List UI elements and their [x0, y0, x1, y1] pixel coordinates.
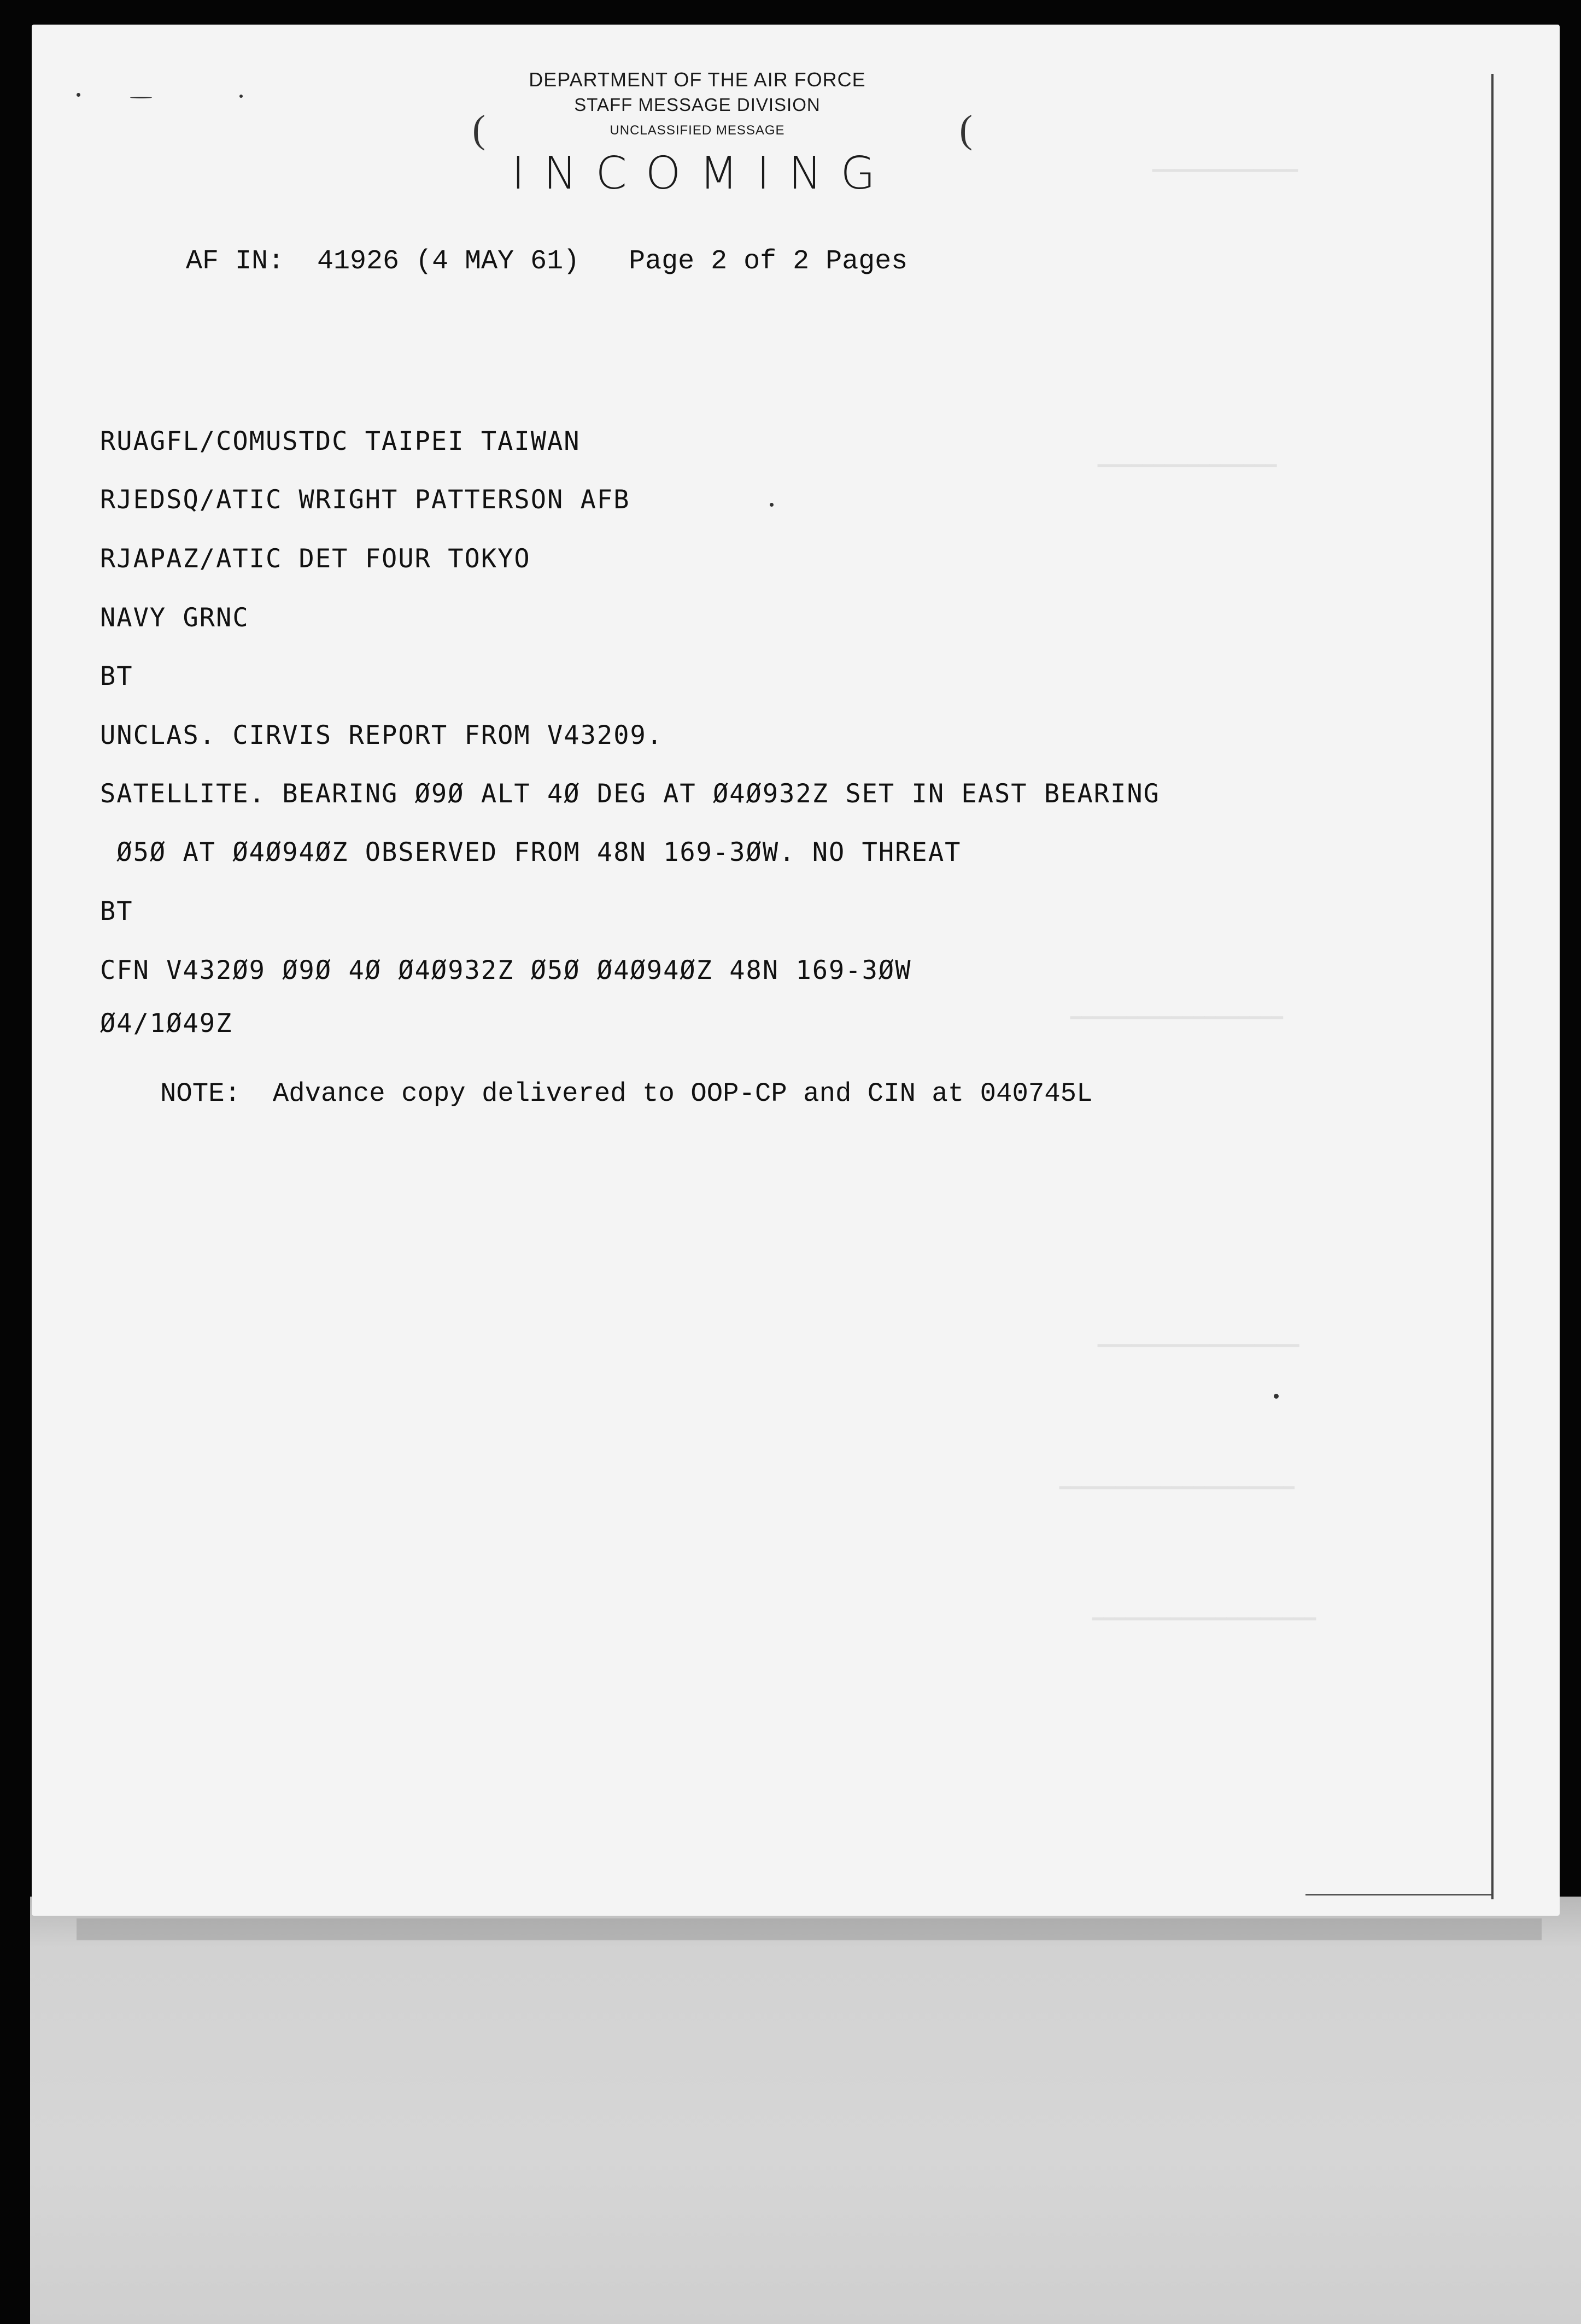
- underlying-sheet: [30, 1897, 1581, 2324]
- incoming-title: INCOMING: [511, 148, 894, 199]
- bleed-through-mark: ▁▁▁▁▁▁▁▁▁▁▁▁▁▁▁▁▁▁▁▁▁: [1059, 1468, 1295, 1489]
- routing-line: RUAGFL/COMUSTDC TAIPEI TAIWAN: [100, 426, 581, 456]
- confirmation-line: CFN V432Ø9 Ø9Ø 4Ø Ø4Ø932Z Ø5Ø Ø4Ø94ØZ 48N 169-3ØW: [100, 955, 912, 985]
- message-body-line: UNCLAS. CIRVIS REPORT FROM V43209.: [100, 720, 664, 750]
- delivery-note: NOTE: Advance copy delivered to OOP-CP and CIN at 040745L: [160, 1078, 1093, 1109]
- bleed-through-mark: ▁▁▁▁▁▁▁▁▁▁▁▁▁: [1152, 150, 1298, 172]
- right-margin-rule: [1491, 74, 1494, 1899]
- classification-heading: UNCLASSIFIED MESSAGE: [610, 123, 785, 138]
- routing-line: RJAPAZ/ATIC DET FOUR TOKYO: [100, 544, 531, 574]
- af-in-reference-line: AF IN: 41926 (4 MAY 61) Page 2 of 2 Pages: [186, 246, 908, 277]
- break-marker: BT: [100, 661, 133, 691]
- specks: [130, 97, 152, 98]
- specks: [239, 95, 243, 98]
- bleed-through-mark: ▁▁▁▁▁▁▁▁▁▁▁▁▁▁▁▁: [1098, 445, 1277, 467]
- bleed-through-mark: ▁▁▁▁▁▁▁▁▁▁▁▁▁▁▁▁▁▁: [1098, 1325, 1299, 1347]
- message-body-line: SATELLITE. BEARING Ø9Ø ALT 4Ø DEG AT Ø4Ø932Z SET IN EAST BEARING: [100, 779, 1160, 809]
- message-body-line: Ø5Ø AT Ø4Ø94ØZ OBSERVED FROM 48N 169-3ØW. NO THREAT: [100, 837, 962, 867]
- bleed-through-mark: ▁▁▁▁▁▁▁▁▁▁▁▁▁▁▁▁▁▁▁▁: [1092, 1599, 1316, 1621]
- bottom-margin-rule: [1305, 1894, 1491, 1895]
- department-heading: DEPARTMENT OF THE AIR FORCE: [529, 68, 866, 91]
- specks: [770, 503, 774, 507]
- specks: [77, 93, 80, 97]
- routing-line: RJEDSQ/ATIC WRIGHT PATTERSON AFB: [100, 485, 630, 515]
- time-group-line: Ø4/1Ø49Z: [100, 1008, 233, 1038]
- break-marker: BT: [100, 896, 133, 926]
- right-parenthesis-mark: (: [959, 107, 973, 151]
- underlying-sheet-edge: [77, 1918, 1542, 1940]
- division-heading: STAFF MESSAGE DIVISION: [574, 95, 821, 115]
- routing-line: NAVY GRNC: [100, 603, 249, 633]
- bleed-through-mark: ▁▁▁▁▁▁▁▁▁▁▁▁▁▁▁▁▁▁▁: [1070, 997, 1283, 1019]
- left-parenthesis-mark: (: [472, 107, 485, 151]
- message-page: [32, 25, 1560, 1916]
- specks: [1274, 1394, 1279, 1399]
